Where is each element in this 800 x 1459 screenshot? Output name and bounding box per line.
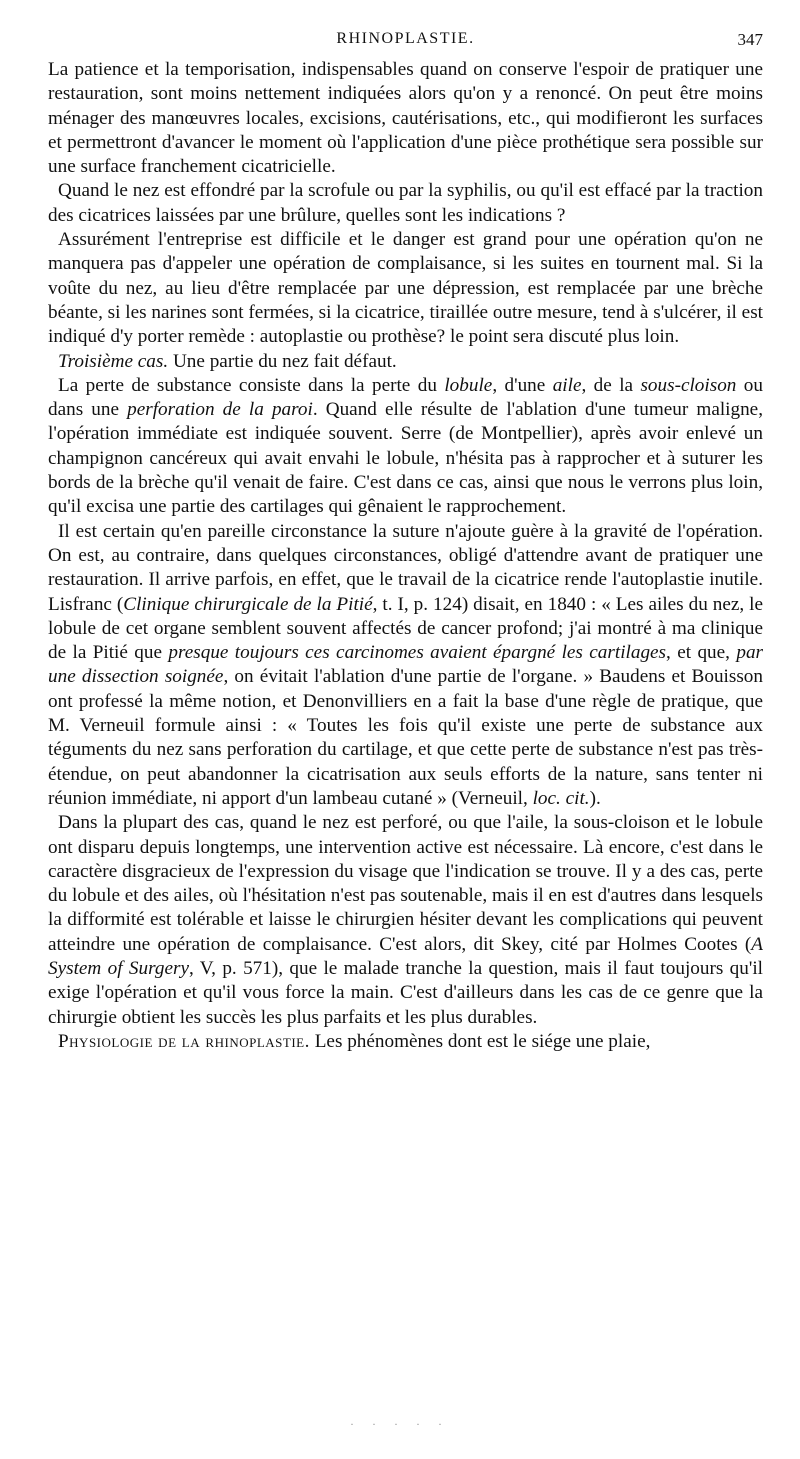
text-run: , et que, bbox=[666, 642, 737, 664]
running-head bbox=[48, 30, 763, 56]
text-run: La perte de substance consiste dans la perte du bbox=[58, 374, 445, 396]
text-run: , V, p. 571), que le malade tranche la question, mais il faut toujours qu'il exige l'opération et qu'il vous force la main. C'est d'ailleurs dans les cas de ce genre que la chirurgie obtient les succès les plus parfaits et les plus durables. bbox=[48, 957, 763, 1028]
italic-quote: presque toujours ces carcinomes avaient épargné les cartilages bbox=[168, 642, 667, 664]
italic-citation: A System of Surgery bbox=[48, 933, 763, 979]
italic-term: aile bbox=[552, 374, 582, 396]
italic-term: perforation de la paroi bbox=[127, 399, 313, 421]
page-number: 347 bbox=[737, 30, 763, 49]
paragraph-8 bbox=[48, 1030, 763, 1054]
scan-artifact-dots: . . . . . bbox=[350, 1414, 450, 1428]
text-run: , t. I, p. 124) disait, en 1840 : « Les ailes du nez, le lobule de cet organe semblent souvent affectés de cancer profond; j'ai montré à ma clinique de la Pitié que bbox=[48, 593, 763, 664]
italic-citation: loc. cit. bbox=[532, 787, 590, 809]
running-title: RHINOPLASTIE. bbox=[336, 30, 475, 47]
paragraph-4 bbox=[48, 350, 763, 374]
italic-quote: par une dissection soignée bbox=[48, 642, 763, 688]
paragraph-1: La patience et la temporisation, indispensables quand on conserve l'espoir de pratiquer une restauration, sont moins nettement indiquées alors qu'on y a renoncé. On peut être moins ménager des manœuvres locales, excisions, cautérisations, etc., qui modifieront les surfaces et permettront d'avancer le moment où l'application d'une pièce prothétique sera possible sur une surface franchement cicatricielle. bbox=[48, 59, 763, 178]
text-run: Il est certain qu'en pareille circonstance la suture n'ajoute guère à la gravité de l'opération. On est, au contraire, dans quelques circonstances, obligé d'attendre avant de pratiquer une restauration. Il arrive parfois, en effet, que le travail de la cicatrice rende l'autoplastie inutile. Lisfranc ( bbox=[48, 520, 763, 615]
italic-term: lobule bbox=[444, 374, 493, 396]
case-text: Une partie du nez fait défaut. bbox=[168, 350, 397, 372]
text-run: ). bbox=[589, 787, 601, 809]
italic-term: sous-cloison bbox=[640, 374, 737, 396]
text-run: Dans la plupart des cas, quand le nez est perforé, ou que l'aile, la sous-cloison et le lobule ont disparu depuis longtemps, une intervention active est nécessaire. Là encore, c'est dans le caractère disgracieux de l'expression du visage que l'indication se trouve. Il y a des cas, perte du lobule et des ailes, où l'hésitation n'est pas soutenable, mais il en est d'autres dans lesquels la difformité est tolérable et laisse le chirurgien hésiter devant les complications qui peuvent atteindre une opération de complaisance. C'est alors, dit Skey, cité par Holmes Cootes ( bbox=[48, 812, 763, 955]
paragraph-2: Quand le nez est effondré par la scrofule ou par la syphilis, ou qu'il est effacé par la traction des cicatrices laissées par une brûlure, quelles sont les indications ? bbox=[48, 180, 763, 226]
paragraph-5 bbox=[48, 374, 763, 520]
paragraph-7 bbox=[48, 811, 763, 1030]
text-run: , on évitait l'ablation d'une partie de l'organe. » Baudens et Bouisson ont professé la même notion, et Denonvilliers en a fait la base d'une règle de pratique, que M. Verneuil formule ainsi : « Toutes les fois qu'il existe une perte de substance aux téguments du nez sans perforation du cartilage, et que cette perte de substance n'est pas très-étendue, on peut abandonner la cicatrisation aux seuls efforts de la nature, sans tenter ni réunion immédiate, ni apport d'un lambeau cutané » (Verneuil, bbox=[48, 666, 763, 809]
text-run: . Quand elle résulte de l'ablation d'une tumeur maligne, l'opération immédiate est indiquée souvent. Serre (de Montpellier), après avoir enlevé un champignon cancéreux qui avait envahi le lobule, n'hésita pas à rapprocher et à suturer les bords de la brèche qu'il venait de faire. C'est dans ce cas, ainsi que nous le verrons plus loin, qu'il excisa une partie des cartilages qui gênaient le rapprochement. bbox=[48, 399, 763, 518]
paragraph-6 bbox=[48, 520, 763, 812]
text-run: , d'une bbox=[492, 374, 553, 396]
text-run: ou dans une bbox=[48, 374, 763, 421]
section-heading: Physiologie de la rhinoplastie. bbox=[58, 1030, 310, 1052]
text-run: , de la bbox=[581, 374, 641, 396]
paragraph-3: Assurément l'entreprise est difficile et le danger est grand pour une opération qu'on ne manquera pas d'appeler une opération de complaisance, si les suites en tournent mal. Si la voûte du nez, au lieu d'être remplacée par une dépression, est remplacée par une brèche béante, si les narines sont fermées, si la cicatrice, tiraillée outre mesure, tend à s'ulcérer, il est indiqué d'y porter remède : autoplastie ou prothèse? le point sera discuté plus loin. bbox=[48, 229, 763, 348]
italic-citation: Clinique chirurgicale de la Pitié bbox=[123, 593, 373, 615]
case-heading: Troisième cas. bbox=[58, 350, 169, 372]
section-text: Les phénomènes dont est le siége une plaie, bbox=[309, 1030, 651, 1052]
body-text bbox=[48, 58, 763, 1054]
